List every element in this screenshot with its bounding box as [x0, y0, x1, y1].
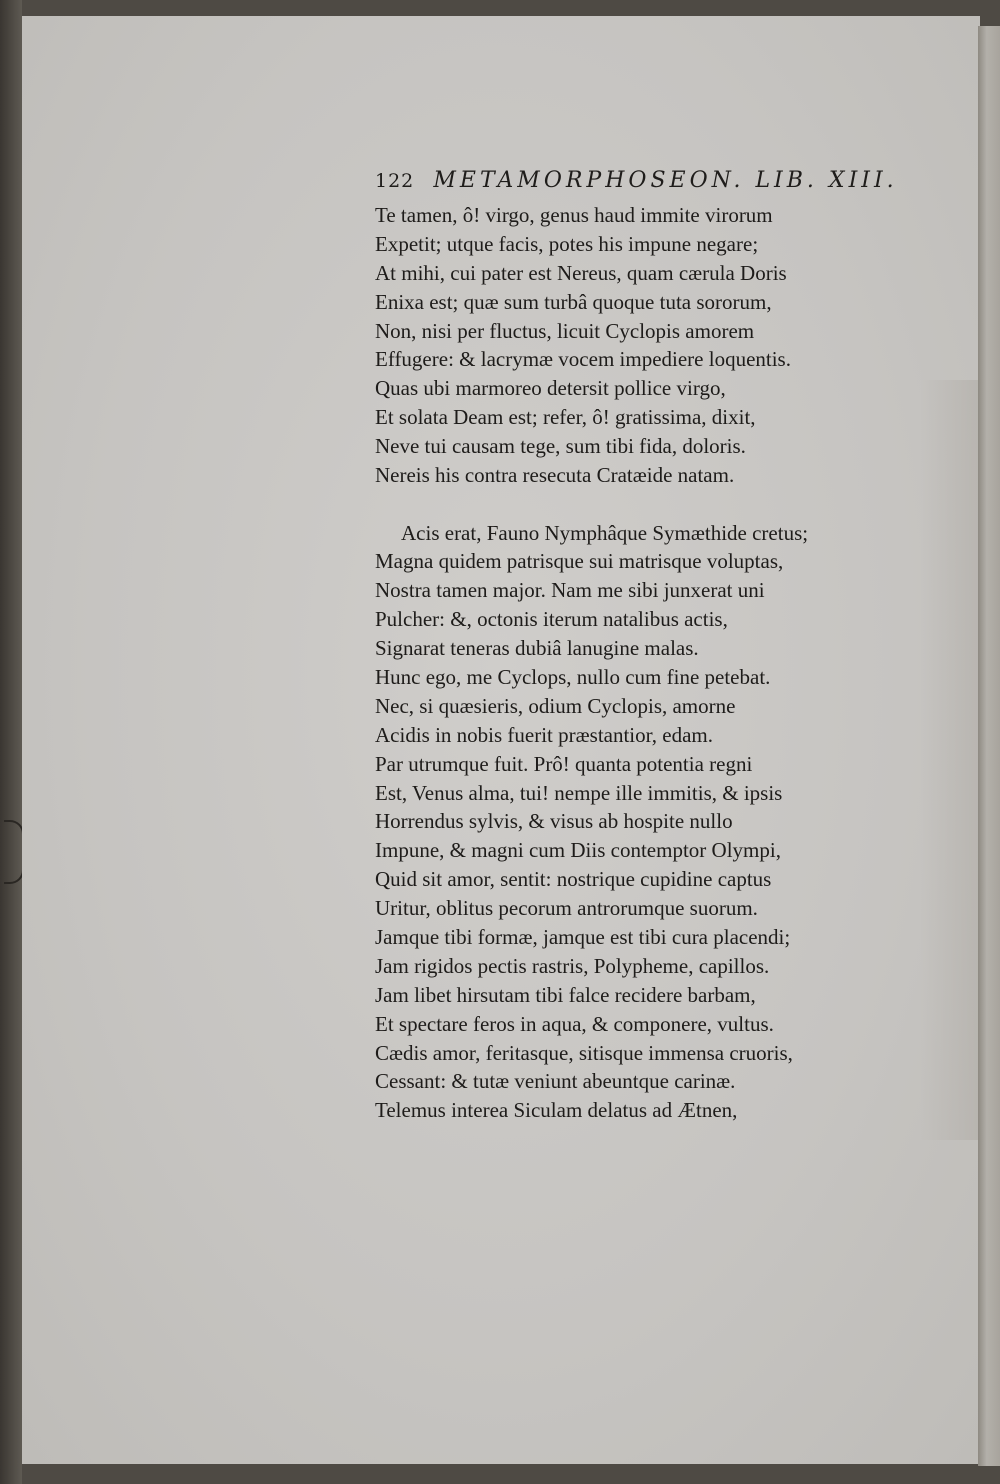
binding-clip	[4, 820, 24, 884]
verse-line: Et spectare feros in aqua, & componere, vultus.	[375, 1011, 774, 1036]
page-header	[375, 168, 898, 193]
verse-line: Pulcher: &, octonis iterum natalibus actis,	[375, 607, 728, 632]
verse-line: Signarat teneras dubiâ lanugine malas.	[375, 636, 699, 661]
verse-text	[375, 201, 875, 1125]
verse-line: Acidis in nobis fuerit præstantior, edam.	[375, 722, 714, 747]
verse-line: Et solata Deam est; refer, ô! gratissima, dixit,	[375, 405, 756, 430]
verse-line: Expetit; utque facis, potes his impune negare;	[375, 231, 759, 256]
verse-line: Jamque tibi formæ, jamque est tibi cura placendi;	[375, 924, 791, 949]
verse-line: Uritur, oblitus pecorum antrorumque suorum.	[375, 896, 758, 921]
verse-line: Nostra tamen major. Nam me sibi junxerat uni	[375, 578, 765, 603]
next-page-edge	[978, 26, 1000, 1466]
verse-line: Neve tui causam tege, sum tibi fida, doloris.	[375, 434, 746, 459]
verse-line: Te tamen, ô! virgo, genus haud immite virorum	[375, 203, 773, 227]
verse-line: Jam rigidos pectis rastris, Polypheme, capillos.	[375, 953, 770, 978]
stanza-break	[375, 490, 875, 519]
verse-line: Quas ubi marmoreo detersit pollice virgo,	[375, 376, 726, 401]
verse-line: Hunc ego, me Cyclops, nullo cum fine petebat.	[375, 664, 771, 689]
verse-line: Impune, & magni cum Diis contemptor Olympi,	[375, 838, 781, 863]
verse-line: Quid sit amor, sentit: nostrique cupidine captus	[375, 867, 772, 892]
verse-line: Effugere: & lacrymæ vocem impediere loquentis.	[375, 347, 791, 372]
running-title: METAMORPHOSEON. LIB. XIII.	[433, 168, 898, 193]
verse-line: Par utrumque fuit. Prô! quanta potentia regni	[375, 751, 753, 776]
verse-line: Telemus interea Siculam delatus ad Ætnen,	[375, 1098, 738, 1123]
verse-line: Nec, si quæsieris, odium Cyclopis, amorne	[375, 693, 736, 718]
verse-line: At mihi, cui pater est Nereus, quam cærula Doris	[375, 260, 787, 285]
gutter-shadow	[0, 0, 22, 1484]
verse-line: Non, nisi per fluctus, licuit Cyclopis amorem	[375, 318, 755, 343]
verse-line: Magna quidem patrisque sui matrisque voluptas,	[375, 549, 784, 574]
verse-line: Est, Venus alma, tui! nempe ille immitis, & ipsis	[375, 780, 783, 805]
verse-line: Jam libet hirsutam tibi falce recidere barbam,	[375, 982, 756, 1007]
verse-line: Enixa est; quæ sum turbâ quoque tuta sororum,	[375, 289, 772, 314]
show-through-bleed	[920, 380, 978, 1140]
verse-line: Cessant: & tutæ veniunt abeuntque carinæ.	[375, 1069, 736, 1094]
verse-line: Nereis his contra resecuta Cratæide natam.	[375, 463, 735, 488]
verse-line: Horrendus sylvis, & visus ab hospite nullo	[375, 809, 733, 834]
verse-line: Acis erat, Fauno Nymphâque Symæthide cretus;	[401, 520, 809, 545]
verse-line: Cædis amor, feritasque, sitisque immensa cruoris,	[375, 1040, 793, 1065]
page-number: 122	[375, 170, 415, 192]
